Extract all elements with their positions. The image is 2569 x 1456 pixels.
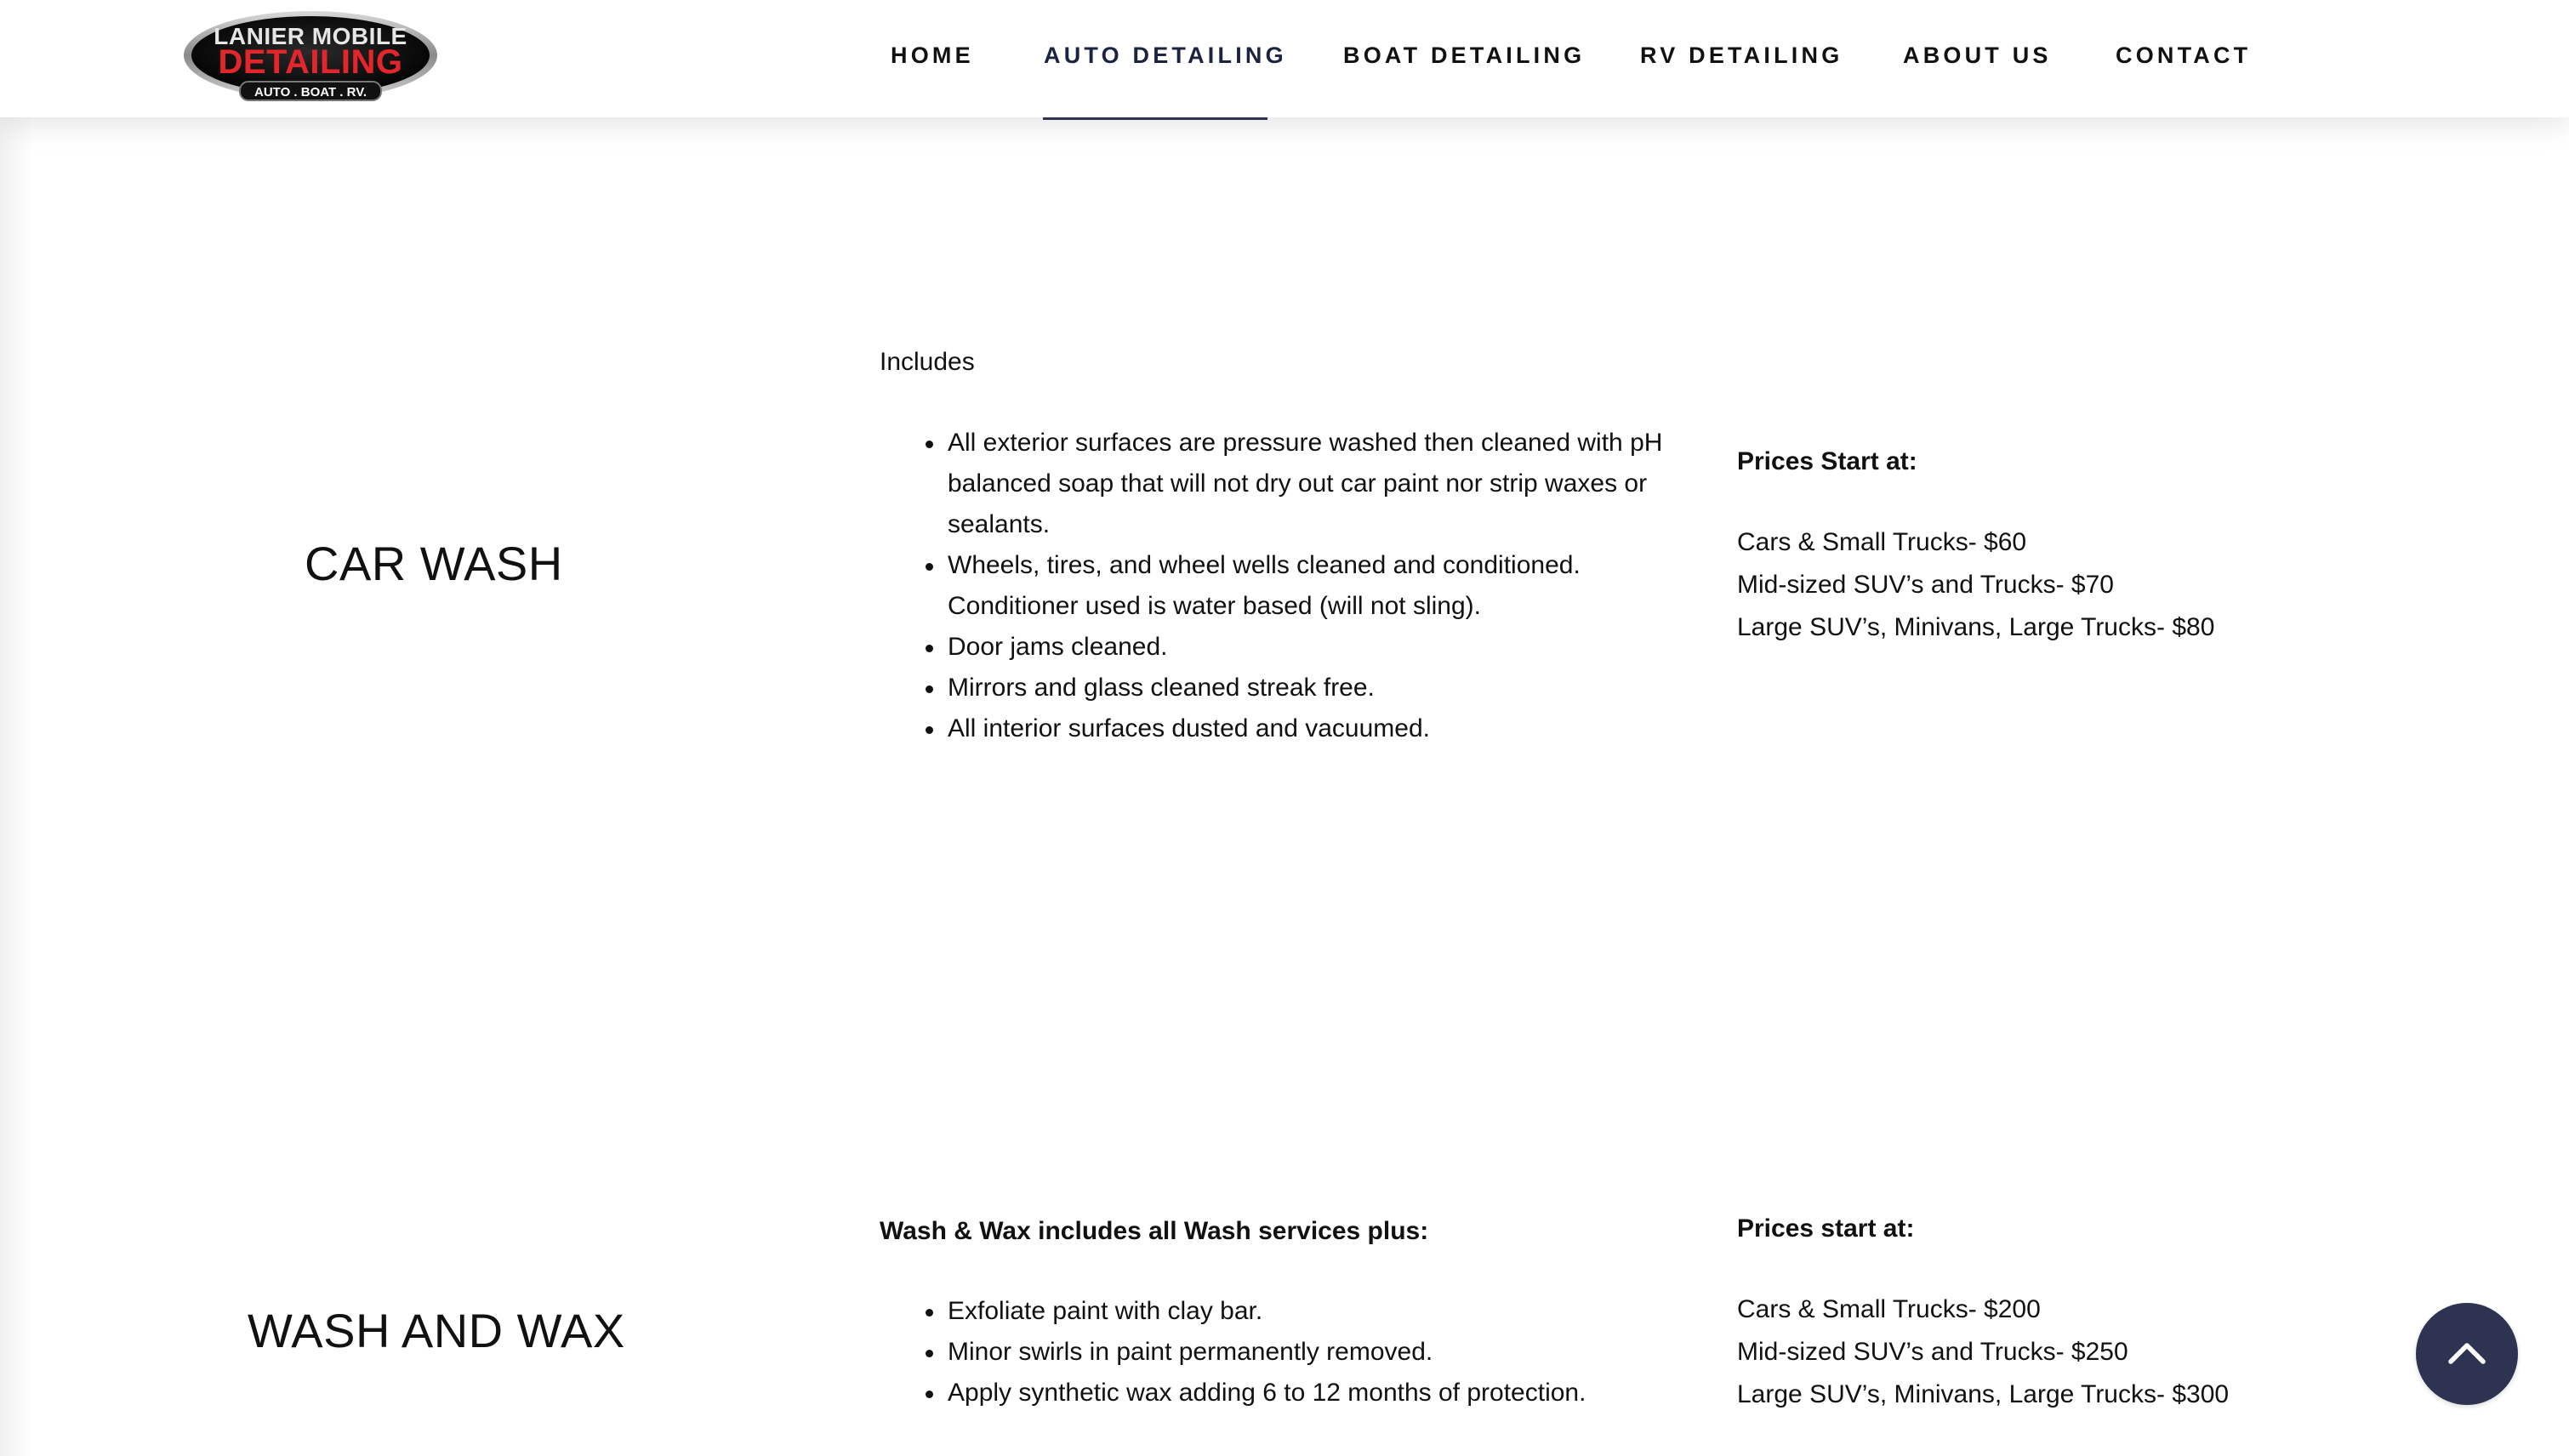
chevron-up-icon — [2447, 1339, 2486, 1369]
car-wash-feature-list — [948, 423, 1688, 749]
list-item: All exterior surfaces are pressure washed then cleaned with pH balanced soap that will not dry out car paint nor strip waxes or sealants. — [948, 423, 1688, 545]
list-item: Apply synthetic wax adding 6 to 12 months of protection. — [948, 1373, 1713, 1413]
svg-text:DETAILING: DETAILING — [218, 43, 403, 81]
list-item: Mirrors and glass cleaned streak free. — [948, 668, 1688, 708]
nav-contact[interactable]: CONTACT — [2116, 43, 2252, 68]
wash-and-wax-title: WASH AND WAX — [248, 1304, 625, 1357]
nav-auto-detailing[interactable]: AUTO DETAILING — [1044, 43, 1287, 68]
nav-boat-detailing[interactable]: BOAT DETAILING — [1343, 43, 1586, 68]
list-item: Exfoliate paint with clay bar. — [948, 1291, 1713, 1332]
wash-and-wax-price-list — [1737, 1288, 2229, 1416]
scroll-to-top-button[interactable] — [2416, 1303, 2518, 1405]
price-item: Large SUV’s, Minivans, Large Trucks- $80 — [1737, 613, 2215, 641]
price-item: Mid-sized SUV’s and Trucks- $70 — [1737, 571, 2114, 599]
wash-and-wax-prices-heading: Prices start at: — [1737, 1214, 1915, 1243]
price-item: Mid-sized SUV’s and Trucks- $250 — [1737, 1338, 2128, 1366]
wash-and-wax-feature-list — [948, 1291, 1713, 1413]
price-item: Cars & Small Trucks- $60 — [1737, 528, 2027, 556]
list-item: Minor swirls in paint permanently removed. — [948, 1332, 1713, 1373]
list-item: All interior surfaces dusted and vacuumed. — [948, 708, 1688, 749]
site-logo[interactable] — [182, 9, 439, 105]
svg-text:AUTO . BOAT . RV.: AUTO . BOAT . RV. — [254, 85, 367, 100]
price-item: Large SUV’s, Minivans, Large Trucks- $300 — [1737, 1380, 2230, 1408]
car-wash-prices-heading: Prices Start at: — [1737, 447, 1917, 475]
svg-text:LANIER MOBILE: LANIER MOBILE — [214, 23, 407, 49]
car-wash-includes-label: Includes — [880, 348, 975, 376]
nav-about-us[interactable]: ABOUT US — [1903, 43, 2052, 68]
list-item: Door jams cleaned. — [948, 627, 1688, 668]
page-edge-shadow — [0, 0, 34, 1456]
wash-and-wax-intro: Wash & Wax includes all Wash services plus: — [880, 1217, 1429, 1245]
nav-rv-detailing[interactable]: RV DETAILING — [1640, 43, 1843, 68]
list-item: Wheels, tires, and wheel wells cleaned and conditioned. Conditioner used is water based (will not sling). — [948, 545, 1688, 627]
price-item: Cars & Small Trucks- $200 — [1737, 1295, 2041, 1323]
car-wash-price-list — [1737, 521, 2214, 649]
car-wash-title: CAR WASH — [305, 537, 563, 590]
nav-home[interactable]: HOME — [891, 43, 974, 68]
active-nav-underline — [1043, 117, 1267, 120]
site-header — [0, 0, 2569, 117]
